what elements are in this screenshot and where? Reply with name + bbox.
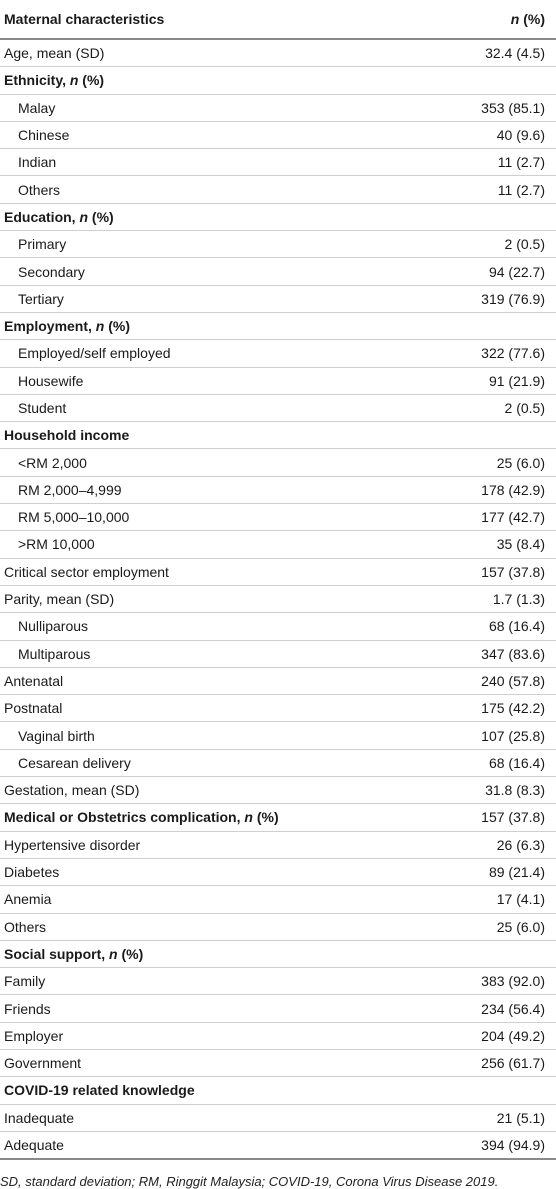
row-value: 68 (16.4) <box>488 754 545 771</box>
table-row <box>0 176 556 202</box>
table-row <box>0 449 556 475</box>
table-row <box>0 586 556 612</box>
table-row <box>0 750 556 776</box>
table-row <box>0 859 556 885</box>
header-col-characteristics: Maternal characteristics <box>4 11 165 27</box>
table-row <box>0 1105 556 1131</box>
row-value: 11 (2.7) <box>497 154 545 171</box>
table-row <box>0 1023 556 1049</box>
row-value: 17 (4.1) <box>496 891 545 908</box>
row-label: COVID-19 related knowledge <box>4 1082 195 1099</box>
table-row <box>0 477 556 503</box>
row-label: RM 2,000–4,999 <box>18 481 122 498</box>
row-value: 31.8 (8.3) <box>485 782 545 799</box>
row-label: <RM 2,000 <box>18 454 87 471</box>
table-row <box>0 832 556 858</box>
row-label: Multiparous <box>18 645 91 662</box>
table-row <box>0 286 556 312</box>
row-label: Employer <box>4 1027 64 1044</box>
row-label: Primary <box>18 236 67 253</box>
table-row <box>0 313 556 339</box>
table-row <box>0 504 556 530</box>
table-row <box>0 941 556 967</box>
table-row <box>0 40 556 66</box>
table-row <box>0 395 556 421</box>
table-row <box>0 804 556 830</box>
table-row <box>0 531 556 557</box>
row-label: Housewife <box>18 372 84 389</box>
row-value: 383 (92.0) <box>481 973 545 990</box>
row-label: Government <box>4 1055 82 1072</box>
row-value: 204 (49.2) <box>481 1027 545 1044</box>
row-value: 21 (5.1) <box>496 1109 545 1126</box>
row-label: Diabetes <box>4 864 60 881</box>
table-row <box>0 886 556 912</box>
row-label: Age, mean (SD) <box>4 45 105 62</box>
table-row <box>0 340 556 366</box>
row-label: Chinese <box>18 127 70 144</box>
row-label: Friends <box>4 1000 51 1017</box>
row-label: Education, n (%) <box>4 208 114 225</box>
row-label: Inadequate <box>4 1109 75 1126</box>
row-value: 32.4 (4.5) <box>485 45 545 62</box>
table-row <box>0 258 556 284</box>
row-value: 178 (42.9) <box>481 481 545 498</box>
row-value: 68 (16.4) <box>488 618 545 635</box>
row-label: Ethnicity, n (%) <box>4 72 105 89</box>
row-value: 177 (42.7) <box>481 509 545 526</box>
row-value: 11 (2.7) <box>497 181 545 198</box>
table-row <box>0 559 556 585</box>
row-label: Anemia <box>4 891 52 908</box>
table-row <box>0 1132 556 1158</box>
row-value: 35 (8.4) <box>496 536 545 553</box>
row-value: 25 (6.0) <box>496 918 545 935</box>
row-label: Postnatal <box>4 700 63 717</box>
row-value: 94 (22.7) <box>488 263 545 280</box>
row-label: Nulliparous <box>18 618 89 635</box>
row-label: Cesarean delivery <box>18 754 131 771</box>
row-value: 353 (85.1) <box>481 99 545 116</box>
row-value: 2 (0.5) <box>504 236 545 253</box>
row-label: Social support, n (%) <box>4 945 144 962</box>
row-label: Parity, mean (SD) <box>4 591 115 608</box>
row-label: Employment, n (%) <box>4 318 131 335</box>
row-value: 91 (21.9) <box>488 372 545 389</box>
table-header <box>0 0 556 38</box>
row-value: 394 (94.9) <box>481 1137 545 1154</box>
table-row <box>0 231 556 257</box>
row-value: 234 (56.4) <box>481 1000 545 1017</box>
table-body <box>0 40 556 1158</box>
row-value: 322 (77.6) <box>481 345 545 362</box>
table-row <box>0 204 556 230</box>
row-label: Medical or Obstetrics complication, n (%) <box>4 809 279 826</box>
row-label: Malay <box>18 99 56 116</box>
header-col-n-percent: n (%) <box>510 11 545 27</box>
table-footnote: SD, standard deviation; RM, Ringgit Malaysia; COVID-19, Corona Virus Disease 2019. <box>0 1174 499 1189</box>
row-value: 25 (6.0) <box>496 454 545 471</box>
row-label: Indian <box>18 154 57 171</box>
table-row <box>0 67 556 93</box>
row-label: RM 5,000–10,000 <box>18 509 130 526</box>
table-row <box>0 914 556 940</box>
row-value: 2 (0.5) <box>504 400 545 416</box>
table-row <box>0 1077 556 1103</box>
row-label: Others <box>18 181 61 198</box>
table-row <box>0 1050 556 1076</box>
row-label: Employed/self employed <box>18 345 171 362</box>
row-label: Family <box>4 973 46 990</box>
row-value: 319 (76.9) <box>481 290 545 307</box>
row-value: 240 (57.8) <box>481 672 545 689</box>
table-row <box>0 122 556 148</box>
table-row <box>0 722 556 748</box>
table-row <box>0 149 556 175</box>
row-value: 1.7 (1.3) <box>492 591 545 608</box>
row-label: Household income <box>4 427 130 444</box>
table-row <box>0 613 556 639</box>
row-label: Others <box>4 918 47 935</box>
row-label: Hypertensive disorder <box>4 836 141 853</box>
row-label: Gestation, mean (SD) <box>4 782 140 799</box>
table-row <box>0 995 556 1021</box>
table-row <box>0 695 556 721</box>
row-label: Secondary <box>18 263 85 280</box>
table-row <box>0 368 556 394</box>
row-label: Vaginal birth <box>18 727 95 744</box>
table-row <box>0 422 556 448</box>
row-value: 157 (37.8) <box>481 563 545 580</box>
row-label: >RM 10,000 <box>18 536 95 553</box>
row-label: Student <box>18 400 67 416</box>
row-label: Critical sector employment <box>4 563 169 580</box>
row-value: 26 (6.3) <box>496 836 545 853</box>
row-value: 347 (83.6) <box>481 645 545 662</box>
row-value: 107 (25.8) <box>481 727 545 744</box>
row-label: Tertiary <box>18 290 64 307</box>
table-row <box>0 777 556 803</box>
table-row <box>0 668 556 694</box>
row-value: 157 (37.8) <box>481 809 545 826</box>
row-label: Adequate <box>4 1137 64 1154</box>
row-label: Antenatal <box>4 672 64 689</box>
table-row <box>0 641 556 667</box>
row-value: 175 (42.2) <box>481 700 545 717</box>
row-value: 256 (61.7) <box>481 1055 545 1072</box>
table-row <box>0 968 556 994</box>
row-value: 40 (9.6) <box>496 127 545 144</box>
table-row <box>0 95 556 121</box>
row-value: 89 (21.4) <box>488 864 545 881</box>
